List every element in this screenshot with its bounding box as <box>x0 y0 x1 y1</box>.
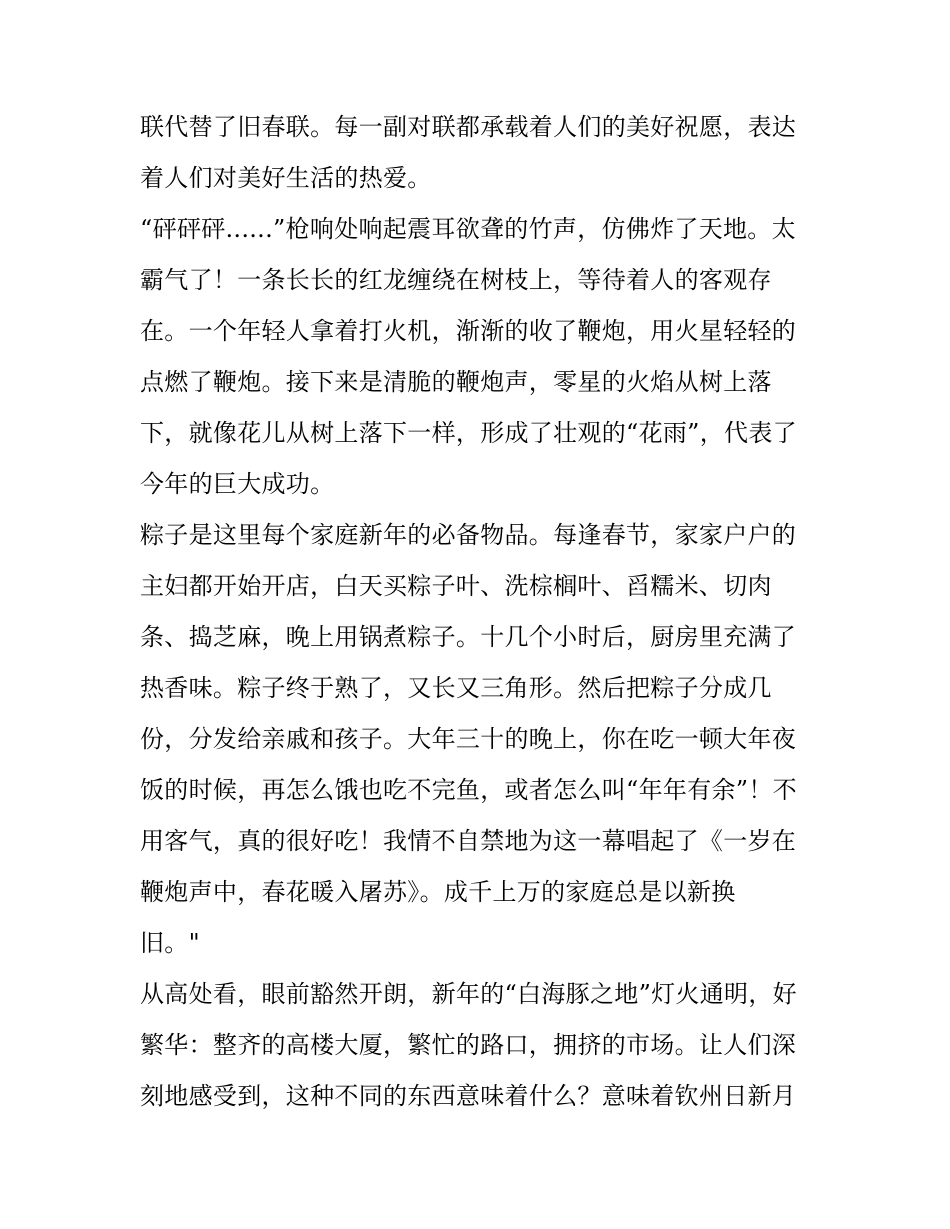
text-line: 用客气，真的很好吃！我情不自禁地为这一幕唱起了《一岁在 <box>140 827 797 855</box>
text-line: 饭的时候，再怎么饿也吃不完鱼，或者怎么叫“年年有余”！不 <box>140 776 797 804</box>
text-line: 点燃了鞭炮。接下来是清脆的鞭炮声，零星的火焰从树上落 <box>140 368 772 396</box>
text-line: 繁华：整齐的高楼大厦，繁忙的路口，拥挤的市场。让人们深 <box>140 1031 797 1059</box>
text-line: 鞭炮声中，春花暖入屠苏》。成千上万的家庭总是以新换 <box>140 878 736 906</box>
text-line: 着人们对美好生活的热爱。 <box>140 164 432 192</box>
document-page <box>140 102 815 1122</box>
text-line: 在。一个年轻人拿着打火机，渐渐的收了鞭炮，用火星轻轻的 <box>140 317 797 345</box>
text-line: 今年的巨大成功。 <box>140 470 335 498</box>
text-line: 从高处看，眼前豁然开朗，新年的“白海豚之地”灯火通明，好 <box>140 980 797 1008</box>
text-line: 霸气了！一条长长的红龙缠绕在树枝上，等待着人的客观存 <box>140 266 772 294</box>
text-line: 旧。" <box>140 929 200 957</box>
text-line: 粽子是这里每个家庭新年的必备物品。每逢春节，家家户户的 <box>140 521 797 549</box>
text-line: 热香味。粽子终于熟了，又长又三角形。然后把粽子分成几 <box>140 674 772 702</box>
text-line: 份，分发给亲戚和孩子。大年三十的晚上，你在吃一顿大年夜 <box>140 725 797 753</box>
text-line: 下，就像花儿从树上落下一样，形成了壮观的“花雨”，代表了 <box>140 419 797 447</box>
text-line: 条、捣芝麻，晚上用锅煮粽子。十几个小时后，厨房里充满了 <box>140 623 797 651</box>
text-line: 刻地感受到，这种不同的东西意味着什么？意味着钦州日新月 <box>140 1082 797 1110</box>
text-line: 主妇都开始开店，白天买粽子叶、洗棕榈叶、舀糯米、切肉 <box>140 572 772 600</box>
text-line: 联代替了旧春联。每一副对联都承载着人们的美好祝愿，表达 <box>140 113 797 141</box>
text-line: “砰砰砰......”枪响处响起震耳欲聋的竹声，仿佛炸了天地。太 <box>140 215 796 243</box>
